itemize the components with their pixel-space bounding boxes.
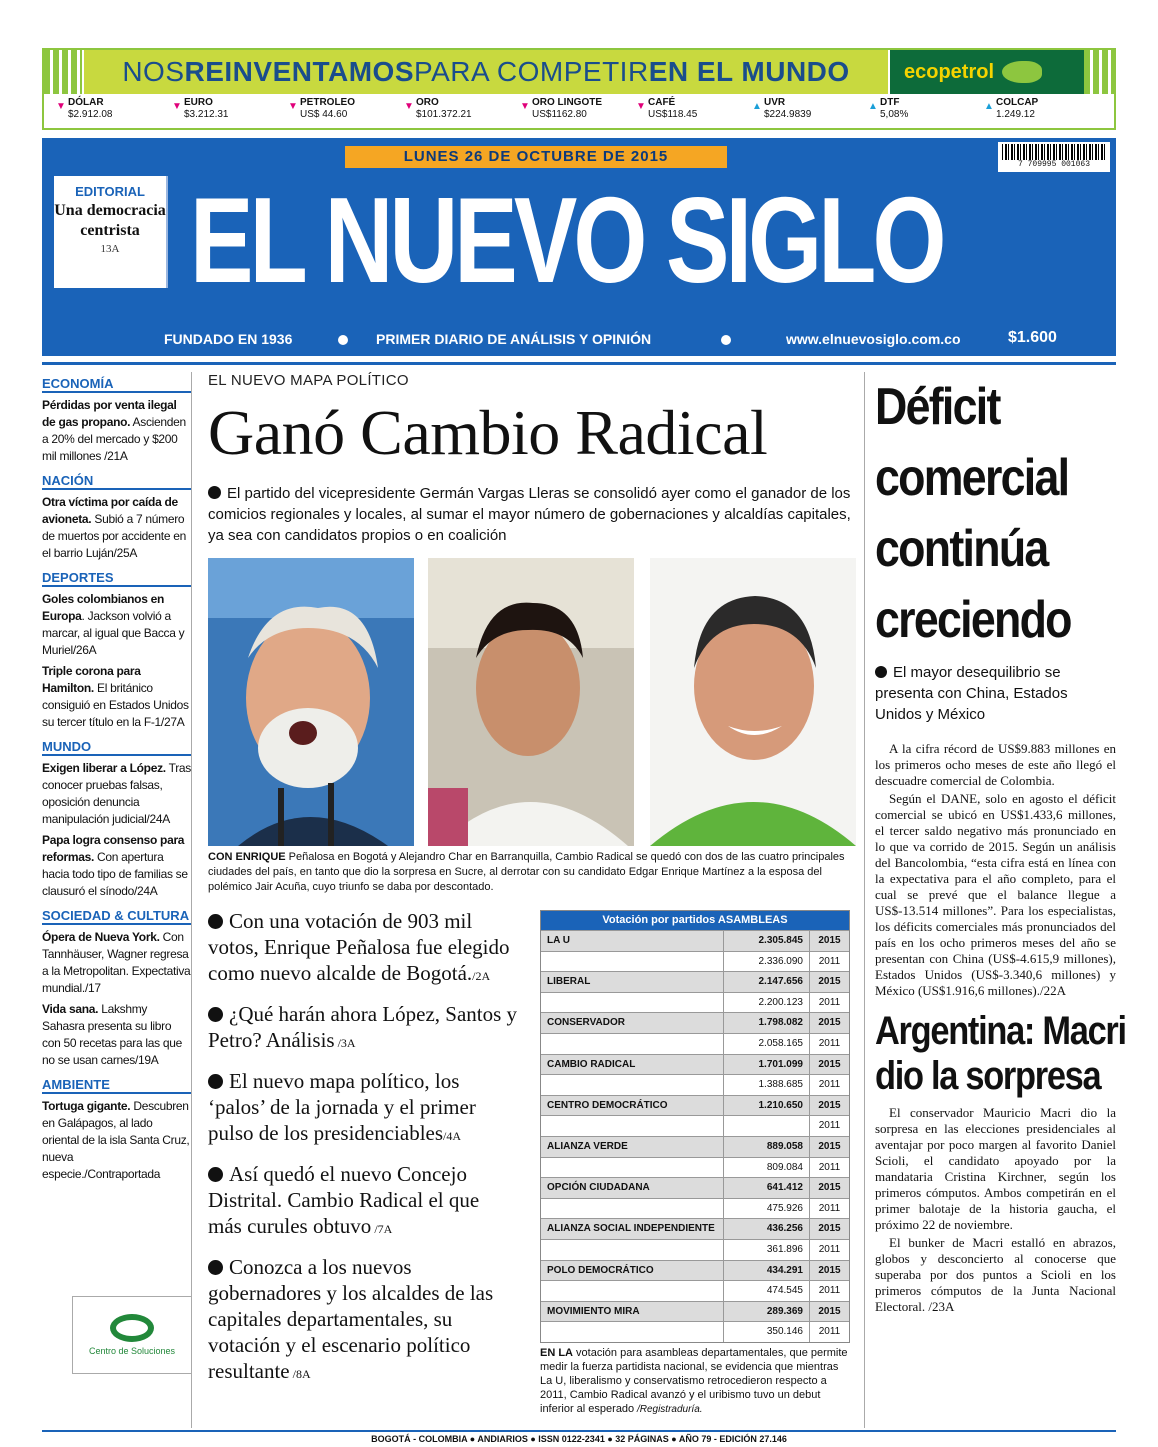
table-row bbox=[541, 1301, 849, 1322]
votes-2015: 434.291 bbox=[723, 1261, 809, 1281]
sponsor-text: Centro de Soluciones bbox=[88, 1346, 176, 1356]
brief-item[interactable] bbox=[42, 832, 191, 900]
masthead bbox=[42, 138, 1116, 356]
year-label: 2011 bbox=[809, 1199, 849, 1219]
ad-stripe-left bbox=[44, 50, 82, 94]
bullet-text: ¿Qué harán ahora López, Santos y Petro? Análisis bbox=[208, 1002, 518, 1052]
votes-2015: 1.701.099 bbox=[723, 1055, 809, 1075]
bullet-dot bbox=[721, 335, 731, 345]
party-name-blank bbox=[541, 1034, 723, 1054]
party-name-blank bbox=[541, 952, 723, 972]
story-bullet[interactable] bbox=[208, 1001, 518, 1056]
story-bullet[interactable] bbox=[208, 1254, 518, 1387]
photo-penalosa[interactable] bbox=[208, 558, 414, 846]
ticker-value: $2.912.08 bbox=[68, 109, 113, 120]
deficit-lead-text: El mayor desequilibrio se presenta con China, Estados Unidos y México bbox=[875, 664, 1068, 723]
website-link[interactable]: www.elnuevosiglo.com.co bbox=[786, 331, 961, 347]
ticker-label: UVR bbox=[764, 97, 786, 108]
ticker-value: $101.372.21 bbox=[416, 109, 472, 120]
arrow-down-icon: ▼ bbox=[288, 101, 298, 112]
brief-title: Otra víctima por caída de avioneta. bbox=[42, 495, 178, 526]
year-label: 2015 bbox=[809, 1096, 849, 1116]
ticker-value: $224.9839 bbox=[764, 109, 812, 120]
slogan-part-bold: REINVENTAMOS bbox=[184, 56, 414, 87]
barcode-number: 7 709995 001063 bbox=[1017, 160, 1090, 169]
party-name-blank bbox=[541, 1116, 723, 1136]
bullet-dot bbox=[208, 1007, 223, 1022]
story-bullet[interactable] bbox=[208, 1068, 518, 1149]
bullet-text: El nuevo mapa político, los ‘palos’ de la jornada y el primer pulso de los presidenciables bbox=[208, 1069, 476, 1145]
ticker-label: EURO bbox=[184, 97, 213, 108]
sponsor-logo-icon bbox=[110, 1314, 154, 1342]
brief-text: Subió a 7 número de muertos por accidente en el barrio Luján/25A bbox=[42, 512, 186, 560]
year-label: 2015 bbox=[809, 1302, 849, 1322]
table-row bbox=[541, 930, 849, 951]
brief-item[interactable] bbox=[42, 1001, 191, 1069]
party-name: CONSERVADOR bbox=[547, 1017, 625, 1029]
story-bullets bbox=[208, 908, 518, 1399]
brief-item[interactable] bbox=[42, 760, 191, 828]
masthead-footer bbox=[42, 326, 1116, 354]
votes-table bbox=[540, 910, 850, 1343]
ad-slogan bbox=[84, 50, 888, 94]
section-heading[interactable]: DEPORTES bbox=[42, 566, 191, 587]
arrow-up-icon: ▲ bbox=[868, 101, 878, 112]
table-row bbox=[541, 1012, 849, 1033]
table-row bbox=[541, 971, 849, 992]
ticker-value: 5,08% bbox=[880, 109, 909, 120]
votes-2011: 350.146 bbox=[723, 1322, 809, 1342]
party-name-blank bbox=[541, 993, 723, 1013]
deficit-paragraph: A la cifra récord de US$9.883 millones en los primeros ocho meses de este año llegó el descuadre comercial de Colombia. bbox=[875, 741, 1116, 788]
party-name-blank bbox=[541, 1075, 723, 1095]
arrow-down-icon: ▼ bbox=[172, 101, 182, 112]
editorial-kicker: EDITORIAL bbox=[75, 184, 145, 199]
votes-2015: 1.210.650 bbox=[723, 1096, 809, 1116]
arrow-up-icon: ▲ bbox=[752, 101, 762, 112]
bullet-text: Conozca a los nuevos gobernadores y los alcaldes de las capitales departamentales, su votación y el escenario político resultante bbox=[208, 1255, 494, 1383]
bullet-page-ref: /2A bbox=[472, 969, 491, 983]
table-row bbox=[541, 992, 849, 1013]
votes-2011: 2.200.123 bbox=[723, 993, 809, 1013]
bullet-dot bbox=[208, 1260, 223, 1275]
table-row bbox=[541, 1321, 849, 1342]
brief-item[interactable] bbox=[42, 1098, 191, 1183]
ticker-item bbox=[54, 94, 170, 128]
price: $1.600 bbox=[1008, 329, 1057, 346]
issue-date: LUNES 26 DE OCTUBRE DE 2015 bbox=[345, 146, 727, 168]
table-row bbox=[541, 1054, 849, 1075]
brief-text: Lakshmy Sahasra presenta su libro con 50 recetas para las que no se usan carnes/19A bbox=[42, 1002, 182, 1067]
brief-title: Tortuga gigante. bbox=[42, 1099, 131, 1113]
year-label: 2011 bbox=[809, 993, 849, 1013]
year-label: 2015 bbox=[809, 1137, 849, 1157]
bullet-dot bbox=[338, 335, 348, 345]
votes-2015: 2.305.845 bbox=[723, 931, 809, 951]
votes-2011: 474.545 bbox=[723, 1281, 809, 1301]
right-column bbox=[864, 372, 1126, 1428]
caption-text: Peñalosa en Bogotá y Alejandro Char en Barranquilla, Cambio Radical se quedó con dos de las cuatro principales ciudades del país, en tanto que dio la sorpresa en Sucre, al derrotar con su candidato Edgar Enrique Martínez a la esposa del polémico Jair Acuña, cuyo triunfo se daba por descontado. bbox=[208, 851, 845, 893]
story-bullet[interactable] bbox=[208, 908, 518, 989]
bullet-page-ref: /3A bbox=[334, 1036, 356, 1050]
tagline: PRIMER DIARIO DE ANÁLISIS Y OPINIÓN bbox=[376, 331, 652, 347]
newspaper-logo: EL NUEVO SIGLO bbox=[190, 172, 943, 308]
deficit-headline[interactable]: Déficit comercial continúa creciendo bbox=[875, 378, 1071, 649]
argentina-body bbox=[875, 1105, 1116, 1315]
lead-text: El partido del vicepresidente Germán Vargas Lleras se consolidó ayer como el ganador de los comicios regionales y locales, al sumar el mayor número de gobernaciones y alcaldías capitales, ya sea con candidatos propios o en coalición bbox=[208, 485, 851, 544]
votes-2015: 1.798.082 bbox=[723, 1013, 809, 1033]
note-lead: EN LA bbox=[540, 1347, 573, 1359]
section-heading[interactable]: AMBIENTE bbox=[42, 1073, 191, 1094]
editorial-title: Una democracia centrista bbox=[54, 202, 166, 239]
slogan-part-bold: EN EL MUNDO bbox=[648, 56, 850, 87]
bullet-dot bbox=[208, 486, 221, 499]
brief-item[interactable] bbox=[42, 929, 191, 997]
market-tickers bbox=[44, 94, 1114, 128]
arrow-down-icon: ▼ bbox=[520, 101, 530, 112]
table-row bbox=[541, 951, 849, 972]
party-name: LIBERAL bbox=[547, 976, 591, 988]
table-row bbox=[541, 1157, 849, 1178]
brief-title: Pérdidas por venta ilegal de gas propano. bbox=[42, 398, 177, 429]
main-headline[interactable]: Ganó Cambio Radical bbox=[208, 397, 768, 468]
party-name: MOVIMIENTO MIRA bbox=[547, 1305, 640, 1317]
photo-char[interactable] bbox=[428, 558, 634, 846]
arrow-down-icon: ▼ bbox=[56, 101, 66, 112]
party-name-blank bbox=[541, 1240, 723, 1260]
ecopetrol-logo bbox=[890, 50, 1086, 94]
year-label: 2015 bbox=[809, 1261, 849, 1281]
section-heading[interactable]: SOCIEDAD & CULTURA bbox=[42, 904, 191, 925]
table-row bbox=[541, 1136, 849, 1157]
ticker-label: ORO bbox=[416, 97, 439, 108]
year-label: 2011 bbox=[809, 1281, 849, 1301]
brief-text: Tras conocer pruebas falsas, oposición denuncia manipulación judicial/24A bbox=[42, 761, 191, 826]
ticker-item bbox=[634, 94, 750, 128]
party-name: LA U bbox=[547, 935, 570, 946]
caption-lead: CON ENRIQUE bbox=[208, 851, 286, 863]
bullet-dot bbox=[208, 914, 223, 929]
ticker-label: DÓLAR bbox=[68, 97, 104, 108]
brief-text: Descubren en Galápagos, al lado oriental de la isla Santa Cruz, nueva especie./Contraportada bbox=[42, 1099, 190, 1181]
ticker-value: 1.249.12 bbox=[996, 109, 1035, 120]
section-heading[interactable]: MUNDO bbox=[42, 735, 191, 756]
brief-title: Ópera de Nueva York. bbox=[42, 930, 160, 944]
barcode bbox=[998, 142, 1110, 172]
penalosa-photo-image bbox=[208, 558, 414, 846]
sponsor-ad[interactable] bbox=[72, 1296, 192, 1374]
year-label: 2015 bbox=[809, 1219, 849, 1239]
ticker-label: CAFÉ bbox=[648, 97, 676, 108]
year-label: 2011 bbox=[809, 1158, 849, 1178]
ticker-value: US$1162.80 bbox=[532, 109, 587, 120]
votes-2011: 475.926 bbox=[723, 1199, 809, 1219]
ticker-item bbox=[866, 94, 982, 128]
page-footer: BOGOTÁ - COLOMBIA ● ANDIARIOS ● ISSN 0122-2341 ● 32 PÁGINAS ● AÑO 79 - EDICIÓN 27.146 bbox=[42, 1430, 1116, 1447]
arrow-up-icon: ▲ bbox=[984, 101, 994, 112]
votes-2011: 809.084 bbox=[723, 1158, 809, 1178]
party-name: ALIANZA VERDE bbox=[547, 1140, 628, 1152]
story-bullet[interactable] bbox=[208, 1161, 518, 1242]
brief-text: Con Tannhäuser, Wagner regresa a la Metropolitan. Expectativa mundial./17 bbox=[42, 930, 191, 995]
party-name-blank bbox=[541, 1158, 723, 1178]
deficit-body bbox=[875, 741, 1116, 999]
index-sections bbox=[42, 372, 191, 1183]
bullet-text: Así quedó el nuevo Concejo Distrital. Cambio Radical el que más curules obtuvo bbox=[208, 1162, 480, 1238]
brief-item[interactable] bbox=[42, 663, 191, 731]
party-name: OPCIÓN CIUDADANA bbox=[547, 1182, 650, 1194]
candidate-photos bbox=[208, 558, 856, 846]
table-rows bbox=[541, 930, 849, 1342]
year-label: 2011 bbox=[809, 1034, 849, 1054]
martinez-photo-image bbox=[650, 558, 856, 846]
ticker-label: COLCAP bbox=[996, 97, 1039, 108]
brief-title: Papa logra consenso para reformas. bbox=[42, 833, 185, 864]
table-row bbox=[541, 1074, 849, 1095]
brand-name: ecopetrol bbox=[904, 60, 995, 83]
ticker-item bbox=[402, 94, 518, 128]
brief-title: Goles colombianos en Europa bbox=[42, 592, 165, 623]
ticker-item bbox=[286, 94, 402, 128]
votes-2011: 2.058.165 bbox=[723, 1034, 809, 1054]
party-name-blank bbox=[541, 1281, 723, 1301]
deficit-paragraph: Según el DANE, solo en agosto el déficit comercial se ubicó en US$1.433,6 millones, el tercer saldo negativo más pronunciado en lo que va corrido de 2015. Según un análisis del Bancolombia, “esta cifra está en línea con la expectativa para el año completo, para el cual se prevé que el balance llegue a US$-13.514 millones”. Para los especialistas, los déficits comerciales más pronunciados del país en los ocho primeros meses del año se presentan con China (US$-4.615,9 millones), Estados Unidos (US$-3.340,6 millones) y México (US$1.916,6 millones)./22A bbox=[875, 791, 1116, 998]
note-source: /Registraduría. bbox=[634, 1404, 703, 1415]
brief-text: Ascienden a 20% del mercado y $200 mil millones /21A bbox=[42, 415, 186, 463]
year-label: 2015 bbox=[809, 1013, 849, 1033]
ticker-value: US$118.45 bbox=[648, 109, 698, 120]
ticker-item bbox=[982, 94, 1098, 128]
bullet-dot bbox=[875, 666, 887, 678]
table-note bbox=[540, 1346, 850, 1417]
votes-2011: 361.896 bbox=[723, 1240, 809, 1260]
brief-text: Con apertura hacia todo tipo de familias se clausuró el sínodo/24A bbox=[42, 850, 188, 898]
brief-text: . Jackson volvió a marcar, al igual que Bacca y Muriel/26A bbox=[42, 609, 185, 657]
year-label: 2011 bbox=[809, 1240, 849, 1260]
bullet-page-ref: /7A bbox=[371, 1222, 393, 1236]
brief-title: Exigen liberar a López. bbox=[42, 761, 166, 775]
ticker-label: DTF bbox=[880, 97, 900, 108]
ecopetrol-ad-banner[interactable] bbox=[42, 48, 1116, 130]
deficit-lead bbox=[875, 662, 1116, 725]
year-label: 2015 bbox=[809, 1178, 849, 1198]
ticker-value: US$ 44.60 bbox=[300, 109, 348, 120]
story-kicker: EL NUEVO MAPA POLÍTICO bbox=[208, 372, 409, 389]
bullet-dot bbox=[208, 1074, 223, 1089]
year-label: 2015 bbox=[809, 1055, 849, 1075]
main-lead bbox=[208, 483, 856, 546]
table-row bbox=[541, 1115, 849, 1136]
ticker-item bbox=[518, 94, 634, 128]
brief-title: Triple corona para Hamilton. bbox=[42, 664, 141, 695]
bullet-page-ref: /8A bbox=[289, 1367, 311, 1381]
votes-2015: 2.147.656 bbox=[723, 972, 809, 992]
votes-2011: 1.388.685 bbox=[723, 1075, 809, 1095]
table-row bbox=[541, 1095, 849, 1116]
party-name: CAMBIO RADICAL bbox=[547, 1058, 636, 1070]
brief-item[interactable] bbox=[42, 397, 191, 465]
ticker-value: $3.212.31 bbox=[184, 109, 229, 120]
party-name-blank bbox=[541, 1199, 723, 1219]
brief-text: El británico consiguió en Estados Unidos su tercer título en la F-1/27A bbox=[42, 681, 189, 729]
year-label: 2011 bbox=[809, 952, 849, 972]
editorial-teaser[interactable] bbox=[54, 176, 168, 288]
founded-text: FUNDADO EN 1936 bbox=[164, 331, 293, 347]
year-label: 2011 bbox=[809, 1322, 849, 1342]
argentina-paragraph: El bunker de Macri estalló en abrazos, globos y desconcierto al conocerse que superaba por dos puntos a Scioli en los primeros cómputos de la Junta Nacional Electoral. /23A bbox=[875, 1235, 1116, 1314]
table-title: Votación por partidos ASAMBLEAS bbox=[541, 911, 849, 930]
ticker-item bbox=[750, 94, 866, 128]
year-label: 2015 bbox=[809, 972, 849, 992]
bullet-text: Con una votación de 903 mil votos, Enrique Peñalosa fue elegido como nuevo alcalde de Bogotá. bbox=[208, 909, 510, 985]
table-row bbox=[541, 1218, 849, 1239]
votes-2015: 289.369 bbox=[723, 1302, 809, 1322]
table-row bbox=[541, 1177, 849, 1198]
brief-item[interactable] bbox=[42, 494, 191, 562]
iguana-icon bbox=[1002, 61, 1042, 83]
table-row bbox=[541, 1280, 849, 1301]
votes-2015: 641.412 bbox=[723, 1178, 809, 1198]
party-name: CENTRO DEMOCRÁTICO bbox=[547, 1099, 668, 1111]
table-row bbox=[541, 1198, 849, 1219]
year-label: 2015 bbox=[809, 931, 849, 951]
ticker-label: ORO LINGOTE bbox=[532, 97, 602, 108]
ticker-item bbox=[170, 94, 286, 128]
votes-2015: 436.256 bbox=[723, 1219, 809, 1239]
votes-2011 bbox=[723, 1116, 809, 1136]
barcode-bars bbox=[1002, 144, 1106, 160]
bullet-page-ref: /4A bbox=[443, 1129, 462, 1143]
votes-2011: 2.336.090 bbox=[723, 952, 809, 972]
year-label: 2011 bbox=[809, 1116, 849, 1136]
table-row bbox=[541, 1260, 849, 1281]
brief-item[interactable] bbox=[42, 591, 191, 659]
main-story bbox=[208, 372, 856, 1428]
brief-title: Vida sana. bbox=[42, 1002, 99, 1016]
section-heading[interactable]: NACIÓN bbox=[42, 469, 191, 490]
section-heading[interactable]: ECONOMÍA bbox=[42, 372, 191, 393]
party-name: POLO DEMOCRÁTICO bbox=[547, 1264, 654, 1276]
masthead-rule bbox=[42, 362, 1116, 365]
bullet-dot bbox=[208, 1167, 223, 1182]
char-photo-image bbox=[428, 558, 634, 846]
arrow-down-icon: ▼ bbox=[404, 101, 414, 112]
year-label: 2011 bbox=[809, 1075, 849, 1095]
slogan-part: NOS bbox=[122, 56, 185, 87]
argentina-headline[interactable]: Argentina: Macri dio la sorpresa bbox=[875, 1009, 1126, 1098]
party-name-blank bbox=[541, 1322, 723, 1342]
slogan-part: PARA COMPETIR bbox=[414, 56, 649, 87]
party-name: ALIANZA SOCIAL INDEPENDIENTE bbox=[547, 1223, 715, 1235]
note-text: votación para asambleas departamentales, que permite medir la fuerza partidista nacional, se evidencia que mientras La U, liberalismo y conservatismo retrocedieron respecto a 2011, Cambio Radical avanzó y el uribismo tuvo un debut inferior al esperado bbox=[540, 1347, 848, 1415]
editorial-page: 13A bbox=[100, 243, 120, 255]
left-index-column bbox=[42, 372, 192, 1428]
photo-martinez[interactable] bbox=[650, 558, 856, 846]
argentina-paragraph: El conservador Mauricio Macri dio la sorpresa en las elecciones presidenciales al aventajar por poco margen al favorito Daniel Scioli, el candidato apoyado por la mandataria Cristina Kirchner, según los primeros cómputos. Ambos competirán en el primer balotaje de la historia gaucha, el próximo 22 de noviembre. bbox=[875, 1105, 1116, 1232]
ticker-label: PETROLEO bbox=[300, 97, 356, 108]
votes-2015: 889.058 bbox=[723, 1137, 809, 1157]
photo-caption bbox=[208, 850, 856, 895]
arrow-down-icon: ▼ bbox=[636, 101, 646, 112]
table-row bbox=[541, 1033, 849, 1054]
ad-stripe-right bbox=[1084, 50, 1114, 94]
table-row bbox=[541, 1239, 849, 1260]
